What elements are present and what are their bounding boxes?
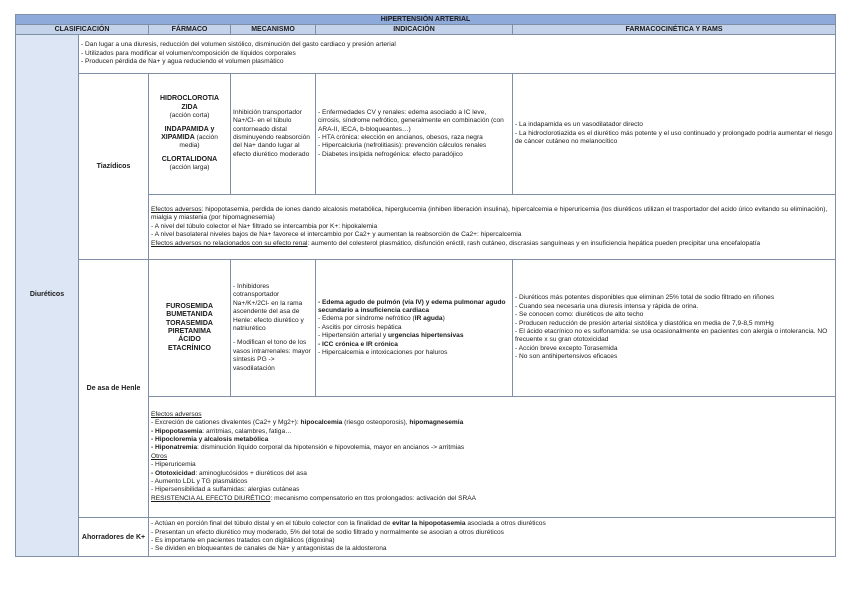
header-indicacion: INDICACIÓN [316, 25, 513, 35]
general-notes [79, 35, 836, 74]
header-mecanismo: MECANISMO [231, 25, 316, 35]
tiazidicos-drugs [149, 74, 231, 195]
drug-hidroclorotiazida: HIDROCLOROTIA ZIDA (acción corta) [159, 95, 220, 120]
header-farmacocinetica: FARMACOCINÉTICA Y RAMS [513, 25, 836, 35]
table-title: HIPERTENSIÓN ARTERIAL [16, 15, 836, 25]
asa-indication: - Edema agudo de pulmón (vía IV) y edema pulmonar agudo secundario a insuficiencia cardiaca - Edema por síndrome nefrótico (IR aguda) - Ascitis por cirrosis hepática - Hipertensión arterial y urgencias hipertensivas - ICC crónica e IR crónica - Hipercalcemia e intoxicaciones por haluros [316, 260, 513, 397]
subgroup-tiazidicos: Tiazídicos [79, 74, 149, 260]
asa-mechanism: - Inhibidores cotransportador Na+/K+/2Cl- en la rama ascendente del asa de Henle: efecto diurético y natriurético - Modifican el tono de los vasos intrarrenales: mayor síntesis PG -> vasodilatación [231, 260, 316, 397]
header-farmaco: FÁRMACO [149, 25, 231, 35]
hypertension-table [15, 14, 836, 557]
tiazidicos-adverse: Efectos adversos: hipopotasemia, perdida de iones dando alcalosis metabólica, hiperglucemia (inhiben liberación insulina), hipercalcemia e hiperuricemia (los diuréticos utilizan el trasportador del acido úrico evitando su eliminación), mialgia y miastenia (por hipomagnesemia) - A nivel del túbulo colector el Na+ filtrado se intercambia por K+: hipokalemia - A nivel basolateral niveles bajos de Na+ favorece el intercambio por Ca2+ y aumentan la reabsorción de Ca2+: hipercalcemia Efectos adversos no relacionados con su efecto renal: aumento del colesterol plasmático, disfunción eréctil, rash cutáneo, discrasias sanguíneas y en insuficiencia hepática pueden precipitar una encefalopatía [149, 195, 836, 260]
general-line: - Dan lugar a una diuresis, reducción del volumen sistólico, disminución del gasto cardiaco y presión arterial [81, 41, 396, 49]
tiazidicos-indication: - Enfermedades CV y renales: edema asociado a IC leve, cirrosis, síndrome nefrótico, generalmente en combinación (con ARA-II, IECA, b-bloqueantes…) - HTA crónica: elección en ancianos, obesos, raza negra - Hipercalciuria (nefrolitiasis): prevención cálculos renales - Diabetes insípida nefrogénica: efecto paradójico [316, 74, 513, 195]
ahorradores-notes: - Actúan en porción final del túbulo distal y en el túbulo colector con la finalidad de evitar la hipopotasemia asociada a otros diuréticos - Presentan un efecto diurético muy moderado, 5% del total de sodio filtrado y normalmente se asocian a otros diuréticos - Es importante en pacientes tratados con digitálicos (digoxina) - Se dividen en bloqueantes de canales de Na+ y antagonistas de la aldosterona [149, 518, 836, 557]
general-line: - Producen pérdida de Na+ y agua reduciendo el volumen plasmático [81, 58, 284, 66]
subgroup-ahorradores: Ahorradores de K+ [79, 518, 149, 557]
drug-indapamida-xipamida: INDAPAMIDA y XIPAMIDA (acción media) [161, 125, 218, 150]
asa-pk: - Diuréticos más potentes disponibles que eliminan 25% total de sodio filtrado en riñones - Cuando sea necesaria una diuresis intensa y rápida de orina. - Se conocen como: diuréticos de alto techo - Producen reducción de presión arterial sistólica y diastólica en media de 7,9-8,5 mmHg - El ácido etacrínico no es sulfonamida: se usa ocasionalmente en pacientes con alergia o intolerancia. NO frecuente x su gran ototoxicidad - Acción breve excepto Torasemida - No son antihipertensivos eficaces [513, 260, 836, 397]
tiazidicos-mechanism: Inhibición transportador Na+/Cl- en el túbulo contorneado distal disminuyendo reabsorción del Na+ dando lugar al efecto diurético moderado [231, 74, 316, 195]
header-clasificacion: CLASIFICACIÓN [16, 25, 149, 35]
drug-clortalidona: CLORTALIDONA (acción larga) [161, 155, 218, 172]
general-line: - Utilizados para modificar el volumen/composición de líquidos corporales [81, 49, 296, 57]
tiazidicos-pk: - La indapamida es un vasodilatador directo - La hidroclorotiazida es el diurético más potente y el uso continuado y prolongado podría aumentar el riesgo de cáncer cutáneo no melanocítico [513, 74, 836, 195]
group-diureticos: Diuréticos [16, 35, 79, 557]
subgroup-asa-henle: De asa de Henle [79, 260, 149, 518]
document [15, 14, 835, 557]
asa-drugs: FUROSEMIDA BUMETANIDA TORASEMIDA PIRETANIMA ÁCIDO ETACRÍNICO [149, 260, 231, 397]
asa-adverse: Efectos adversos - Excreción de cationes divalentes (Ca2+ y Mg2+): hipocalcemia (riesgo osteoporosis), hipomagnesemia - Hipopotasemia: arritmias, calambres, fatiga… - Hipocloremia y alcalosis metabólica - Hiponatremia: disminución líquido corporal da hipotensión e hipovolemia, mayor en ancianos -> arritmias Otros - Hiperuricemia - Ototoxicidad: aminoglucósidos + diuréticos del asa - Aumento LDL y TG plasmáticos - Hipersensibilidad a sulfamidas: alergias cutáneas RESISTENCIA AL EFECTO DIURÉTICO: mecanismo compensatorio en ttos prolongados: activación del SRAA [149, 397, 836, 518]
